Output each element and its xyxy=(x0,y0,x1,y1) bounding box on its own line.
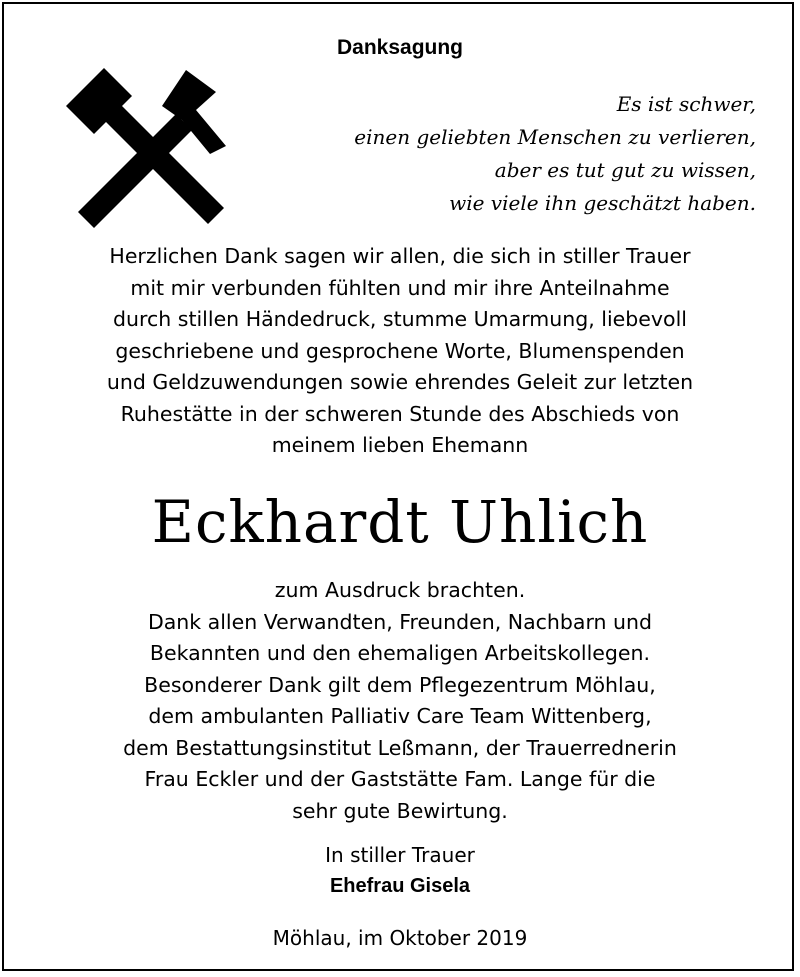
quote-line: aber es tut gut zu wissen, xyxy=(494,158,756,182)
quote-line: Es ist schwer, xyxy=(616,92,756,116)
place-date: Möhlau, im Oktober 2019 xyxy=(272,926,528,950)
thanks-line: Bekannten und den ehemaligen Arbeitskollegen. xyxy=(149,641,651,665)
notice-heading: Danksagung xyxy=(336,36,464,59)
intro-line: Herzlichen Dank sagen wir allen, die sich in stiller Trauer xyxy=(109,244,691,268)
intro-line: und Geldzuwendungen sowie ehrendes Geleit zur letzten xyxy=(106,370,694,394)
thanks-line: zum Ausdruck brachten. xyxy=(274,578,526,602)
quote-block xyxy=(354,88,756,220)
intro-line: mit mir verbunden fühlten und mir ihre Anteilnahme xyxy=(130,275,670,300)
deceased-name: Eckhardt Uhlich xyxy=(151,488,649,556)
quote-line: wie viele ihn geschätzt haben. xyxy=(449,191,756,215)
thanks-line: dem Bestattungsinstitut Leßmann, der Trauerrednerin xyxy=(123,735,677,760)
intro-line: meinem lieben Ehemann xyxy=(271,433,529,457)
thanks-line: sehr gute Bewirtung. xyxy=(292,798,508,823)
thanks-line: Dank allen Verwandten, Freunden, Nachbarn und xyxy=(147,609,653,634)
intro-line: durch stillen Händedruck, stumme Umarmung, liebevoll xyxy=(113,307,687,331)
quote-line: einen geliebten Menschen zu verlieren, xyxy=(354,125,756,149)
thanks-line: Frau Eckler und der Gaststätte Fam. Lange für die xyxy=(144,767,656,791)
intro-line: geschriebene und gesprochene Worte, Blumenspenden xyxy=(115,338,685,363)
mourning-line: In stiller Trauer xyxy=(325,843,475,867)
crossed-hammers-icon xyxy=(58,62,238,242)
signatory: Ehefrau Gisela xyxy=(329,875,471,897)
intro-paragraph xyxy=(0,241,800,462)
thanks-line: dem ambulanten Palliativ Care Team Wittenberg, xyxy=(148,704,652,728)
thanks-paragraph xyxy=(0,575,800,827)
thanks-line: Besonderer Dank gilt dem Pflegezentrum Möhlau, xyxy=(144,672,656,697)
intro-line: Ruhestätte in der schweren Stunde des Abschieds von xyxy=(120,401,680,426)
